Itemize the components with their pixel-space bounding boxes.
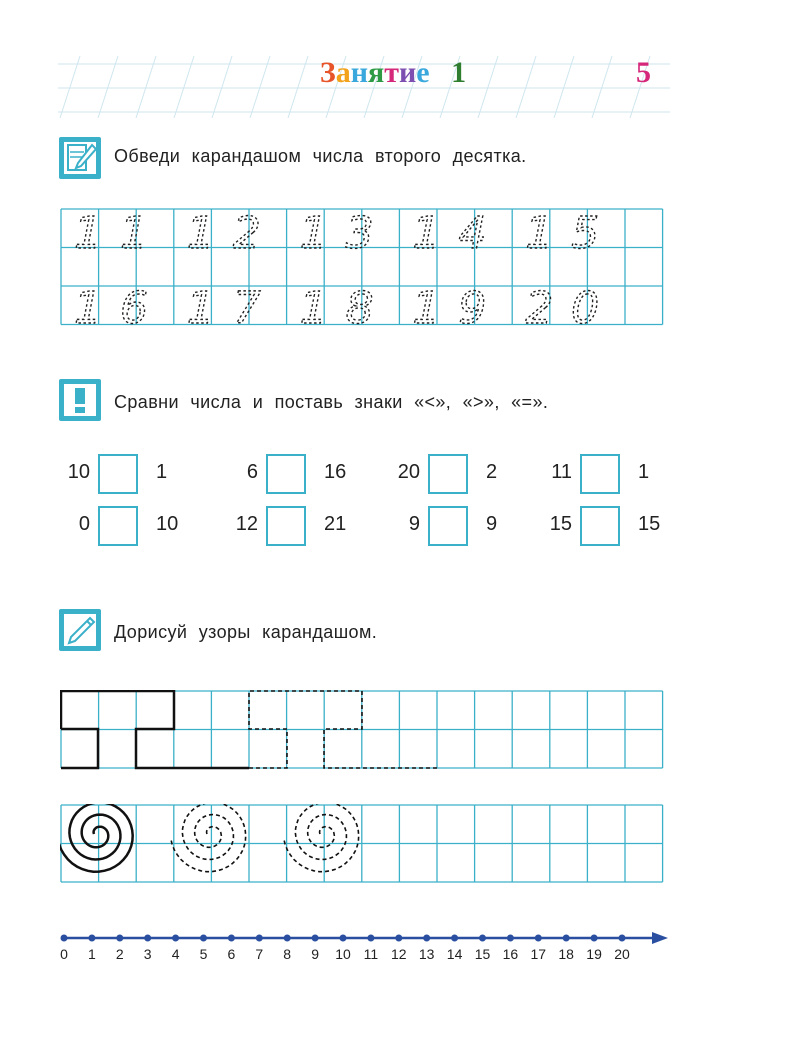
axis-label: 3 — [143, 946, 152, 962]
spiral — [171, 804, 246, 872]
compare-answer-box[interactable] — [266, 454, 306, 494]
axis-label: 10 — [335, 946, 351, 962]
axis-label: 5 — [199, 946, 208, 962]
compare-left-number: 12 — [235, 513, 258, 535]
dotted-number: 13 — [299, 208, 392, 259]
axis-tick-dot — [228, 935, 235, 942]
compare-answer-box[interactable] — [428, 506, 468, 546]
title-letter: е — [416, 56, 430, 89]
compare-answer-box[interactable] — [580, 454, 620, 494]
axis-label: 15 — [474, 946, 491, 962]
dotted-number: 20 — [525, 283, 618, 326]
axis-label: 11 — [363, 946, 379, 962]
axis-label: 4 — [171, 946, 180, 962]
axis-tick-dot — [451, 935, 458, 942]
compare-right-number: 2 — [486, 461, 498, 483]
title-letter: а — [335, 56, 351, 89]
axis-label: 8 — [283, 946, 292, 962]
lesson-number: 1 — [451, 56, 467, 89]
axis-tick-dot — [200, 935, 207, 942]
compare-right-number: 9 — [486, 513, 498, 535]
spiral — [60, 804, 133, 872]
compare-left-number: 10 — [67, 461, 90, 483]
axis-label: 6 — [227, 946, 236, 962]
compare-right-number: 16 — [324, 461, 347, 483]
axis-arrow — [652, 932, 668, 944]
axis-label: 19 — [586, 946, 602, 962]
axis-tick-dot — [256, 935, 263, 942]
pattern-grid-spirals — [60, 804, 666, 884]
compare-left-number: 20 — [397, 461, 420, 483]
title-letter: т — [384, 56, 399, 89]
compare-answer-box[interactable] — [428, 454, 468, 494]
axis-label: 18 — [558, 946, 574, 962]
axis-label: 14 — [446, 946, 463, 962]
spiral — [284, 804, 359, 872]
axis-tick-dot — [88, 935, 95, 942]
axis-label: 9 — [311, 946, 319, 962]
axis-label: 7 — [255, 946, 264, 962]
compare-right-number: 15 — [638, 513, 661, 535]
task1-instruction: Обведи карандашом числа второго десятка. — [114, 146, 527, 166]
dotted-number: 18 — [299, 283, 392, 326]
axis-tick-dot — [284, 935, 291, 942]
axis-tick-dot — [367, 935, 374, 942]
compare-left-number: 11 — [551, 461, 572, 483]
task3-instruction: Дорисуй узоры карандашом. — [114, 622, 378, 642]
title-letter: я — [368, 56, 385, 89]
pattern-grid-squares — [60, 690, 666, 770]
title-letter: З — [319, 56, 336, 89]
axis-tick-dot — [340, 935, 347, 942]
axis-label: 1 — [87, 946, 96, 962]
compare-right-number: 21 — [324, 513, 347, 535]
dotted-number: 14 — [412, 208, 505, 259]
axis-tick-dot — [507, 935, 514, 942]
axis-label: 0 — [60, 946, 68, 962]
axis-tick-dot — [591, 935, 598, 942]
axis-label: 12 — [391, 946, 407, 962]
dotted-number: 19 — [412, 283, 505, 326]
compare-answer-box[interactable] — [580, 506, 620, 546]
dotted-number: 15 — [525, 208, 618, 259]
compare-answer-box[interactable] — [98, 506, 138, 546]
axis-tick-dot — [423, 935, 430, 942]
axis-tick-dot — [395, 935, 402, 942]
task2-instruction: Сравни числа и поставь знаки «<», «>», «=». — [114, 392, 549, 412]
exclamation-icon — [58, 378, 102, 422]
compare-answer-box[interactable] — [266, 506, 306, 546]
dotted-number: 12 — [186, 208, 279, 259]
axis-label: 20 — [614, 946, 630, 962]
compare-left-number: 15 — [549, 513, 572, 535]
compare-right-number: 1 — [156, 461, 168, 483]
compare-right-number: 1 — [638, 461, 650, 483]
pencil-icon — [58, 608, 102, 652]
dotted-number: 16 — [74, 283, 166, 326]
pencil-notebook-icon — [58, 136, 102, 180]
axis-tick-dot — [144, 935, 151, 942]
axis-label: 13 — [418, 946, 435, 962]
axis-tick-dot — [116, 935, 123, 942]
axis-tick-dot — [61, 935, 68, 942]
axis-tick-dot — [563, 935, 570, 942]
page-number: 5 — [636, 56, 651, 89]
axis-tick-dot — [172, 935, 179, 942]
axis-tick-dot — [535, 935, 542, 942]
compare-left-number: 0 — [78, 513, 90, 535]
tracing-grid — [60, 208, 666, 326]
title-letter: н — [350, 56, 369, 89]
axis-label: 17 — [530, 946, 547, 962]
axis-label: 16 — [502, 946, 519, 962]
compare-left-number: 9 — [408, 513, 420, 535]
axis-tick-dot — [479, 935, 486, 942]
compare-left-number: 6 — [246, 461, 258, 483]
axis-label: 2 — [115, 946, 124, 962]
page-title — [0, 56, 786, 90]
axis-tick-dot — [619, 935, 626, 942]
axis-tick-dot — [312, 935, 319, 942]
pattern-solid — [61, 729, 98, 768]
title-letter: и — [399, 56, 417, 89]
compare-answer-box[interactable] — [98, 454, 138, 494]
dotted-number: 11 — [74, 208, 166, 259]
compare-right-number: 10 — [156, 513, 179, 535]
dotted-number: 17 — [186, 283, 279, 326]
